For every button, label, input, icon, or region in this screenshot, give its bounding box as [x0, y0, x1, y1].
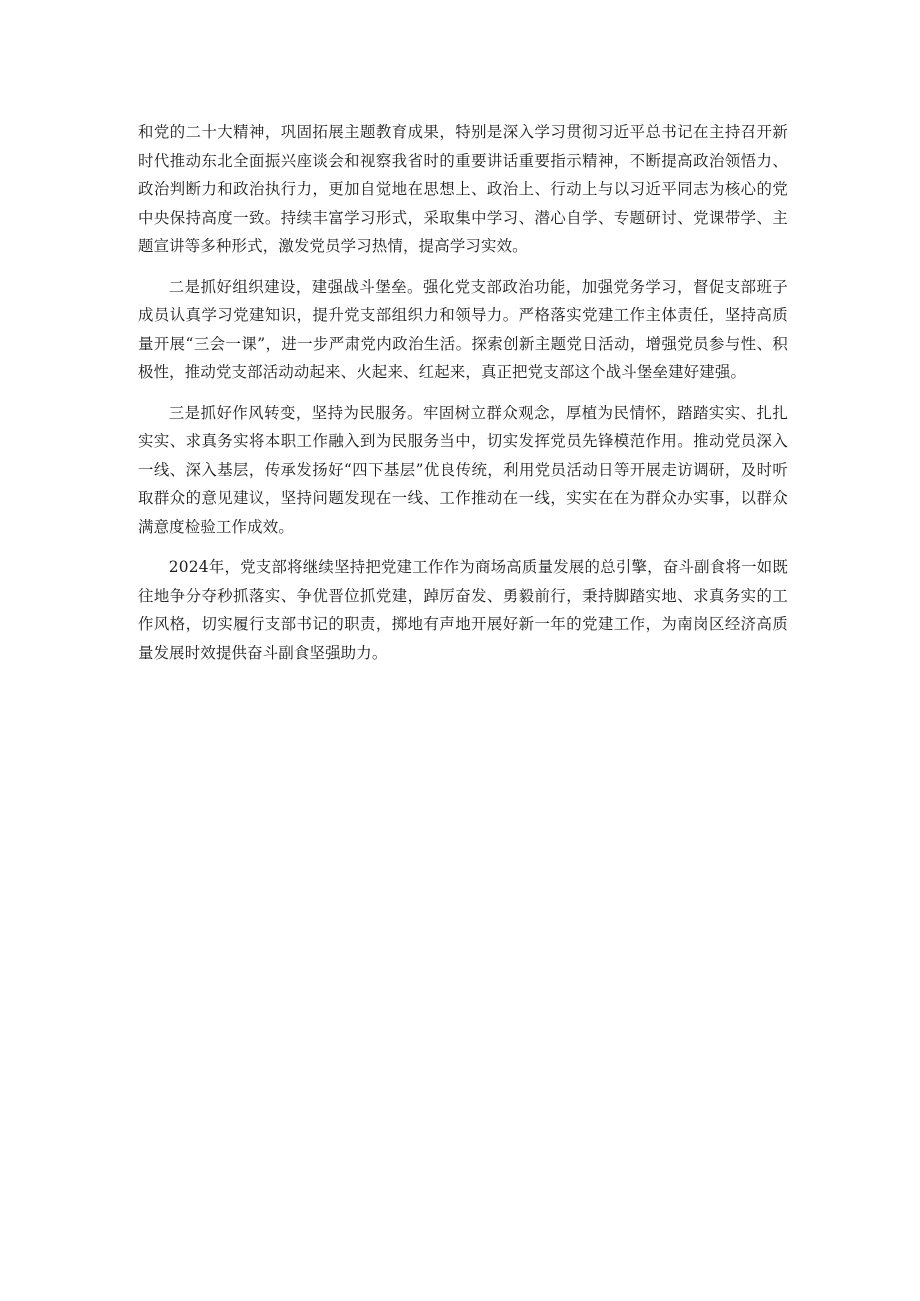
document-body	[138, 118, 788, 679]
paragraph-organization-building: 二是抓好组织建设，建强战斗堡垒。强化党支部政治功能，加强党务学习，督促支部班子成员认真学习党建知识，提升党支部组织力和领导力。严格落实党建工作主体责任，坚持高质量开展“三会一课”，进一步严肃党内政治生活。探索创新主题党日活动，增强党员参与性、积极性，推动党支部活动动起来、火起来、红起来，真正把党支部这个战斗堡垒建好建强。	[138, 277, 788, 381]
paragraph-study-continuation: 和党的二十大精神，巩固拓展主题教育成果，特别是深入学习贯彻习近平总书记在主持召开新时代推动东北全面振兴座谈会和视察我省时的重要讲话重要指示精神，不断提高政治领悟力、政治判断力和政治执行力，更加自觉地在思想上、政治上、行动上与以习近平同志为核心的党中央保持高度一致。持续丰富学习形式，采取集中学习、潜心自学、专题研讨、党课带学、主题宣讲等多种形式，激发党员学习热情，提高学习实效。	[138, 123, 788, 255]
paragraph-2024-outlook: 2024年，党支部将继续坚持把党建工作作为商场高质量发展的总引擎，奋斗副食将一如既往地争分夺秒抓落实、争优晋位抓党建，踔厉奋发、勇毅前行，秉持脚踏实地、求真务实的工作风格，切实履行支部书记的职责，掷地有声地开展好新一年的党建工作，为南岗区经济高质量发展时效提供奋斗副食坚强助力。	[138, 558, 788, 662]
paragraph-work-style: 三是抓好作风转变，坚持为民服务。牢固树立群众观念，厚植为民情怀，踏踏实实、扎扎实实、求真务实将本职工作融入到为民服务当中，切实发挥党员先锋模范作用。推动党员深入一线、深入基层，传承发扬好“四下基层”优良传统，利用党员活动日等开展走访调研，及时听取群众的意见建议，坚持问题发现在一线、工作推动在一线，实实在在为群众办实事，以群众满意度检验工作成效。	[138, 403, 788, 536]
